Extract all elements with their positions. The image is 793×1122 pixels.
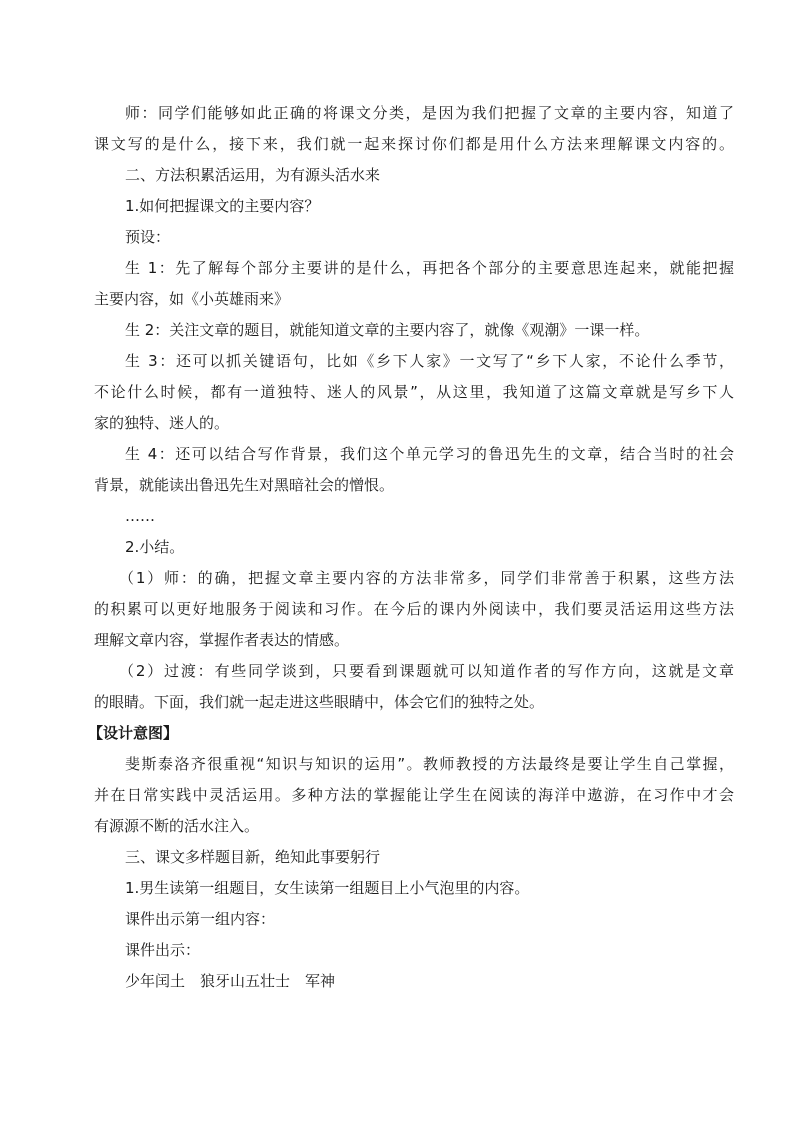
paragraph-line: 生 2：关注文章的题目，就能知道文章的主要内容了，就像《观潮》一课一样。 (125, 321, 650, 339)
paragraph-line: 课件出示： (125, 941, 201, 959)
ellipsis-line: …… (125, 507, 155, 525)
paragraph-line: 背景，就能读出鲁迅先生对黑暗社会的憎恨。 (94, 476, 395, 494)
paragraph-line: 理解文章内容，掌握作者表达的情感。 (94, 631, 350, 649)
subheading: 1.男生读第一组题目，女生读第一组题目上小气泡里的内容。 (125, 879, 530, 897)
section-heading: 三、课文多样题目新，绝知此事要躬行 (125, 848, 381, 866)
paragraph-line: （1）师：的确，把握文章主要内容的方法非常多，同学们非常善于积累，这些方法 (119, 569, 734, 587)
paragraph-line: （2）过渡：有些同学谈到，只要看到课题就可以知道作者的写作方向，这就是文章 (119, 662, 734, 680)
paragraph-line: 课文写的是什么，接下来，我们就一起来探讨你们都是用什么方法来理解课文内容的。 (94, 135, 734, 153)
design-intent-heading: 【设计意图】 (88, 724, 179, 742)
title-list-line: 少年闰土 狼牙山五壮士 军神 (125, 972, 336, 990)
paragraph-line: 的眼睛。下面，我们就一起走进这些眼睛中，体会它们的独特之处。 (94, 693, 545, 711)
paragraph-line: 主要内容，如《小英雄雨来》 (94, 290, 290, 308)
paragraph-line: 斐斯泰洛齐很重视“知识与知识的运用”。教师教授的方法最终是要让学生自己掌握， (125, 755, 734, 773)
paragraph-line: 课件出示第一组内容： (125, 910, 276, 928)
paragraph-line: 不论什么时候，都有一道独特、迷人的风景”，从这里，我知道了这篇文章就是写乡下人 (94, 383, 734, 401)
paragraph-line: 生 1：先了解每个部分主要讲的是什么，再把各个部分的主要意思连起来，就能把握 (125, 259, 734, 277)
paragraph-line: 的积累可以更好地服务于阅读和习作。在今后的课内外阅读中，我们要灵活运用这些方法 (94, 600, 734, 618)
paragraph-line: 家的独特、迷人的。 (94, 414, 230, 432)
paragraph-line: 生 4：还可以结合写作背景，我们这个单元学习的鲁迅先生的文章，结合当时的社会 (125, 445, 734, 463)
paragraph-line: 生 3：还可以抓关键语句，比如《乡下人家》一文写了“乡下人家，不论什么季节， (125, 352, 734, 370)
subheading: 2.小结。 (125, 538, 185, 556)
subheading: 1.如何把握课文的主要内容？ (125, 197, 320, 215)
paragraph-line: 有源源不断的活水注入。 (94, 817, 260, 835)
paragraph-line: 并在日常实践中灵活运用。多种方法的掌握能让学生在阅读的海洋中遨游，在习作中才会 (94, 786, 734, 804)
paragraph-line: 师：同学们能够如此正确的将课文分类，是因为我们把握了文章的主要内容，知道了 (125, 104, 734, 122)
paragraph-line: 预设： (125, 228, 171, 246)
section-heading: 二、方法积累活运用，为有源头活水来 (125, 166, 381, 184)
